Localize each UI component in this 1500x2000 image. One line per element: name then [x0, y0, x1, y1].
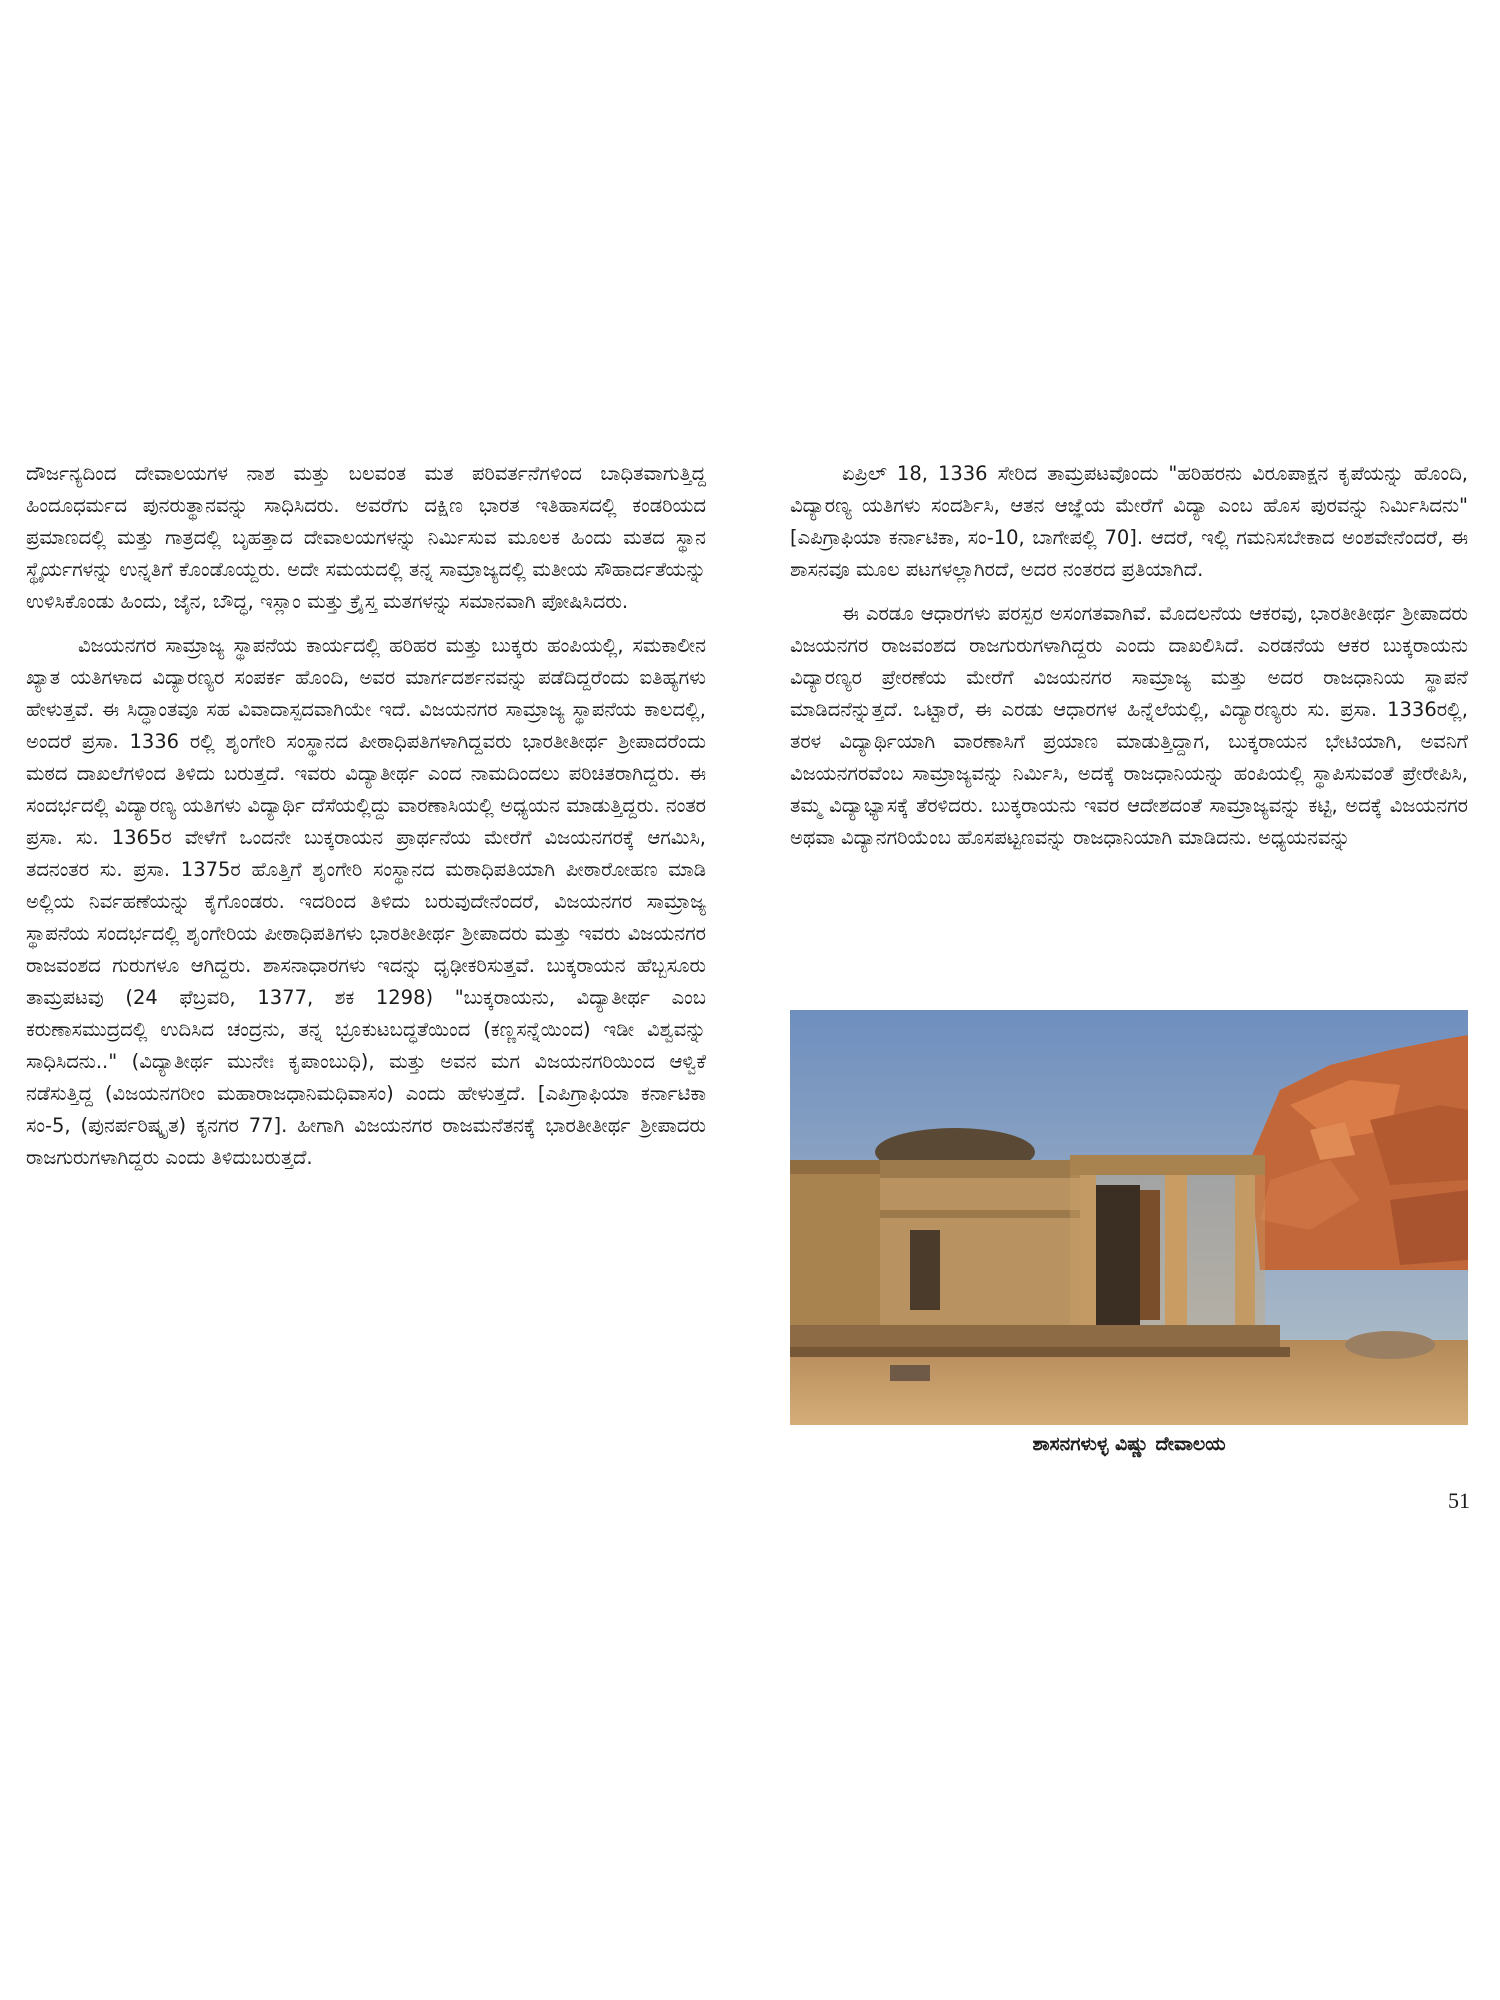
temple-structure: [790, 1128, 1290, 1357]
stone-block: [890, 1365, 930, 1381]
left-text-column: [26, 458, 706, 1186]
temple-photo: [790, 1010, 1468, 1425]
figure-caption: ಶಾಸನಗಳುಳ್ಳ ವಿಷ್ಣು ದೇವಾಲಯ: [1032, 1433, 1226, 1455]
paragraph: ಈ ಎರಡೂ ಆಧಾರಗಳು ಪರಸ್ಪರ ಅಸಂಗತವಾಗಿವೆ. ಮೊದಲನೆಯ ಆಕರವು, ಭಾರತೀತೀರ್ಥ ಶ್ರೀಪಾದರು ವಿಜಯನಗರ ರಾಜವಂಶದ ರಾಜಗುರುಗಳಾಗಿದ್ದರು ಎಂದು ದಾಖಲಿಸಿದೆ. ಎರಡನೆಯ ಆಕರ ಬುಕ್ಕರಾಯನು ವಿದ್ಯಾರಣ್ಯರ ಪ್ರೇರಣೆಯ ಮೇರೆಗೆ ವಿಜಯನಗರ ಸಾಮ್ರಾಜ್ಯ ಮತ್ತು ಅದರ ರಾಜಧಾನಿಯ ಸ್ಥಾಪನೆ ಮಾಡಿದನೆನ್ನುತ್ತದೆ. ಒಟ್ಟಾರೆ, ಈ ಎರಡು ಆಧಾರಗಳ ಹಿನ್ನೆಲೆಯಲ್ಲಿ, ವಿದ್ಯಾರಣ್ಯರು ಸು. ಪ್ರಸಾ. 1336ರಲ್ಲಿ, ತರಳ ವಿದ್ಯಾರ್ಥಿಯಾಗಿ ವಾರಣಾಸಿಗೆ ಪ್ರಯಾಣ ಮಾಡುತ್ತಿದ್ದಾಗ, ಬುಕ್ಕರಾಯನ ಭೇಟಿಯಾಗಿ, ಅವನಿಗೆ ವಿಜಯನಗರವೆಂಬ ಸಾಮ್ರಾಜ್ಯವನ್ನು ನಿರ್ಮಿಸಿ, ಅದಕ್ಕೆ ರಾಜಧಾನಿಯನ್ನು ಹಂಪಿಯಲ್ಲಿ ಸ್ಥಾಪಿಸುವಂತೆ ಪ್ರೇರೇಪಿಸಿ, ತಮ್ಮ ವಿದ್ಯಾಭ್ಯಾಸಕ್ಕೆ ತೆರಳಿದರು. ಬುಕ್ಕರಾಯನು ಇವರ ಆದೇಶದಂತೆ ಸಾಮ್ರಾಜ್ಯವನ್ನು ಕಟ್ಟಿ, ಅದಕ್ಕೆ ವಿಜಯನಗರ ಅಥವಾ ವಿದ್ಯಾನಗರಿಯೆಂಬ ಹೊಸಪಟ್ಟಣವನ್ನು ರಾಜಧಾನಿಯಾಗಿ ಮಾಡಿದನು. ಅಧ್ಯಯನವನ್ನು: [790, 602, 1468, 849]
paragraph: ವಿಜಯನಗರ ಸಾಮ್ರಾಜ್ಯ ಸ್ಥಾಪನೆಯ ಕಾರ್ಯದಲ್ಲಿ ಹರಿಹರ ಮತ್ತು ಬುಕ್ಕರು ಹಂಪಿಯಲ್ಲಿ, ಸಮಕಾಲೀನ ಖ್ಯಾತ ಯತಿಗಳಾದ ವಿದ್ಯಾರಣ್ಯರ ಸಂಪರ್ಕ ಹೊಂದಿ, ಅವರ ಮಾರ್ಗದರ್ಶನವನ್ನು ಪಡೆದಿದ್ದರೆಂದು ಐತಿಹ್ಯಗಳು ಹೇಳುತ್ತವೆ. ಈ ಸಿದ್ಧಾಂತವೂ ಸಹ ವಿವಾದಾಸ್ಪದವಾಗಿಯೇ ಇದೆ. ವಿಜಯನಗರ ಸಾಮ್ರಾಜ್ಯ ಸ್ಥಾಪನೆಯ ಕಾಲದಲ್ಲಿ, ಅಂದರೆ ಪ್ರಸಾ. 1336 ರಲ್ಲಿ ಶೃಂಗೇರಿ ಸಂಸ್ಥಾನದ ಪೀಠಾಧಿಪತಿಗಳಾಗಿದ್ದವರು ಭಾರತೀತೀರ್ಥ ಶ್ರೀಪಾದರೆಂದು ಮಠದ ದಾಖಲೆಗಳಿಂದ ತಿಳಿದು ಬರುತ್ತದೆ. ಇವರು ವಿದ್ಯಾತೀರ್ಥ ಎಂದ ನಾಮದಿಂದಲು ಪರಿಚಿತರಾಗಿದ್ದರು. ಈ ಸಂದರ್ಭದಲ್ಲಿ ವಿದ್ಯಾರಣ್ಯ ಯತಿಗಳು ವಿದ್ಯಾರ್ಥಿ ದೆಸೆಯಲ್ಲಿದ್ದು ವಾರಣಾಸಿಯಲ್ಲಿ ಅಧ್ಯಯನ ಮಾಡುತ್ತಿದ್ದರು. ನಂತರ ಪ್ರಸಾ. ಸು. 1365ರ ವೇಳೆಗೆ ಒಂದನೇ ಬುಕ್ಕರಾಯನ ಪ್ರಾರ್ಥನೆಯ ಮೇರೆಗೆ ವಿಜಯನಗರಕ್ಕೆ ಆಗಮಿಸಿ, ತದನಂತರ ಸು. ಪ್ರಸಾ. 1375ರ ಹೊತ್ತಿಗೆ ಶೃಂಗೇರಿ ಸಂಸ್ಥಾನದ ಮಠಾಧಿಪತಿಯಾಗಿ ಪೀಠಾರೋಹಣ ಮಾಡಿ ಅಲ್ಲಿಯ ನಿರ್ವಹಣೆಯನ್ನು ಕೈಗೊಂಡರು. ಇದರಿಂದ ತಿಳಿದು ಬರುವುದೇನೆಂದರೆ, ವಿಜಯನಗರ ಸಾಮ್ರಾಜ್ಯ ಸ್ಥಾಪನೆಯ ಸಂದರ್ಭದಲ್ಲಿ ಶೃಂಗೇರಿಯ ಪೀಠಾಧಿಪತಿಗಳು ಭಾರತೀತೀರ್ಥ ಶ್ರೀಪಾದರು ಮತ್ತು ಇವರು ವಿಜಯನಗರ ರಾಜವಂಶದ ಗುರುಗಳೂ ಆಗಿದ್ದರು. ಶಾಸನಾಧಾರಗಳು ಇದನ್ನು ಧೃಢೀಕರಿಸುತ್ತವೆ. ಬುಕ್ಕರಾಯನ ಹೆಬ್ಬಸೂರು ತಾಮ್ರಪಟವು (24 ಫೆಬ್ರವರಿ, 1377, ಶಕ 1298) "ಬುಕ್ಕರಾಯನು, ವಿದ್ಯಾತೀರ್ಥ ಎಂಬ ಕರುಣಾಸಮುದ್ರದಲ್ಲಿ ಉದಿಸಿದ ಚಂದ್ರನು, ತನ್ನ ಭ್ರೂಕುಟಬದ್ಧತೆಯಿಂದ (ಕಣ್ಣಸನ್ನೆಯಿಂದ) ಇಡೀ ವಿಶ್ವವನ್ನು ಸಾಧಿಸಿದನು.." (ವಿದ್ಯಾತೀರ್ಥ ಮುನೇಃ ಕೃಪಾಂಬುಧಿ), ಮತ್ತು ಅವನ ಮಗ ವಿಜಯನಗರಿಯಿಂದ ಆಳ್ವಿಕೆ ನಡೆಸುತ್ತಿದ್ದ (ವಿಜಯನಗರೀಂ ಮಹಾರಾಜಧಾನಿಮಧಿವಾಸಂ) ಎಂದು ಹೇಳುತ್ತದೆ. [ಎಪಿಗ್ರಾಫಿಯಾ ಕರ್ನಾಟಿಕಾ ಸಂ-5, (ಪುನರ್ಪರಿಷ್ಕೃತ) ಕೃನಗರ 77]. ಹೀಗಾಗಿ ವಿಜಯನಗರ ರಾಜಮನೆತನಕ್ಕೆ ಭಾರತೀತೀರ್ಥ ಶ್ರೀಪಾದರು ರಾಜಗುರುಗಳಾಗಿದ್ದರು ಎಂದು ತಿಳಿದುಬರುತ್ತದೆ.: [26, 634, 706, 1169]
paragraph: ಏಪ್ರಿಲ್ 18, 1336 ಸೇರಿದ ತಾಮ್ರಪಟವೊಂದು "ಹರಿಹರನು ವಿರೂಪಾಕ್ಷನ ಕೃಪೆಯನ್ನು ಹೊಂದಿ, ವಿದ್ಯಾರಣ್ಯ ಯತಿಗಳು ಸಂದರ್ಶಿಸಿ, ಆತನ ಆಜ್ಞೆಯ ಮೇರೆಗೆ ವಿದ್ಯಾ ಎಂಬ ಹೊಸ ಪುರವನ್ನು ನಿರ್ಮಿಸಿದನು" [ಎಪಿಗ್ರಾಫಿಯಾ ಕರ್ನಾಟಿಕಾ, ಸಂ-10, ಬಾಗೇಪಲ್ಲಿ 70]. ಆದರೆ, ಇಲ್ಲಿ ಗಮನಿಸಬೇಕಾದ ಅಂಶವೇನೆಂದರೆ, ಈ ಶಾಸನವೂ ಮೂಲ ಪಟಗಳಲ್ಲಾಗಿರದೆ, ಅದರ ನಂತರದ ಪ್ರತಿಯಾಗಿದೆ.: [790, 462, 1468, 581]
rubble: [1345, 1331, 1435, 1359]
paragraph: ದೌರ್ಜನ್ಯದಿಂದ ದೇವಾಲಯಗಳ ನಾಶ ಮತ್ತು ಬಲವಂತ ಮತ ಪರಿವರ್ತನೆಗಳಿಂದ ಬಾಧಿತವಾಗುತ್ತಿದ್ದ ಹಿಂದೂಧರ್ಮದ ಪುನರುತ್ಥಾನವನ್ನು ಸಾಧಿಸಿದರು. ಅವರೆಗು ದಕ್ಷಿಣ ಭಾರತ ಇತಿಹಾಸದಲ್ಲಿ ಕಂಡರಿಯದ ಪ್ರಮಾಣದಲ್ಲಿ ಮತ್ತು ಗಾತ್ರದಲ್ಲಿ ಬೃಹತ್ತಾದ ದೇವಾಲಯಗಳನ್ನು ನಿರ್ಮಿಸುವ ಮೂಲಕ ಹಿಂದು ಮತದ ಸ್ಥಾನ ಸ್ಥೈರ್ಯಗಳನ್ನು ಉನ್ನತಿಗೆ ಕೊಂಡೊಯ್ದರು. ಅದೇ ಸಮಯದಲ್ಲಿ ತನ್ನ ಸಾಮ್ರಾಜ್ಯದಲ್ಲಿ ಮತೀಯ ಸೌಹಾರ್ದತೆಯನ್ನು ಉಳಿಸಿಕೊಂಡು ಹಿಂದು, ಜೈನ, ಬೌದ್ಧ, ಇಸ್ಲಾಂ ಮತ್ತು ಕ್ರೈಸ್ತ ಮತಗಳನ್ನು ಸಮಾನವಾಗಿ ಪೋಷಿಸಿದರು.: [26, 462, 706, 613]
page-number: 51: [1448, 1488, 1470, 1513]
right-text-column: [790, 458, 1468, 866]
